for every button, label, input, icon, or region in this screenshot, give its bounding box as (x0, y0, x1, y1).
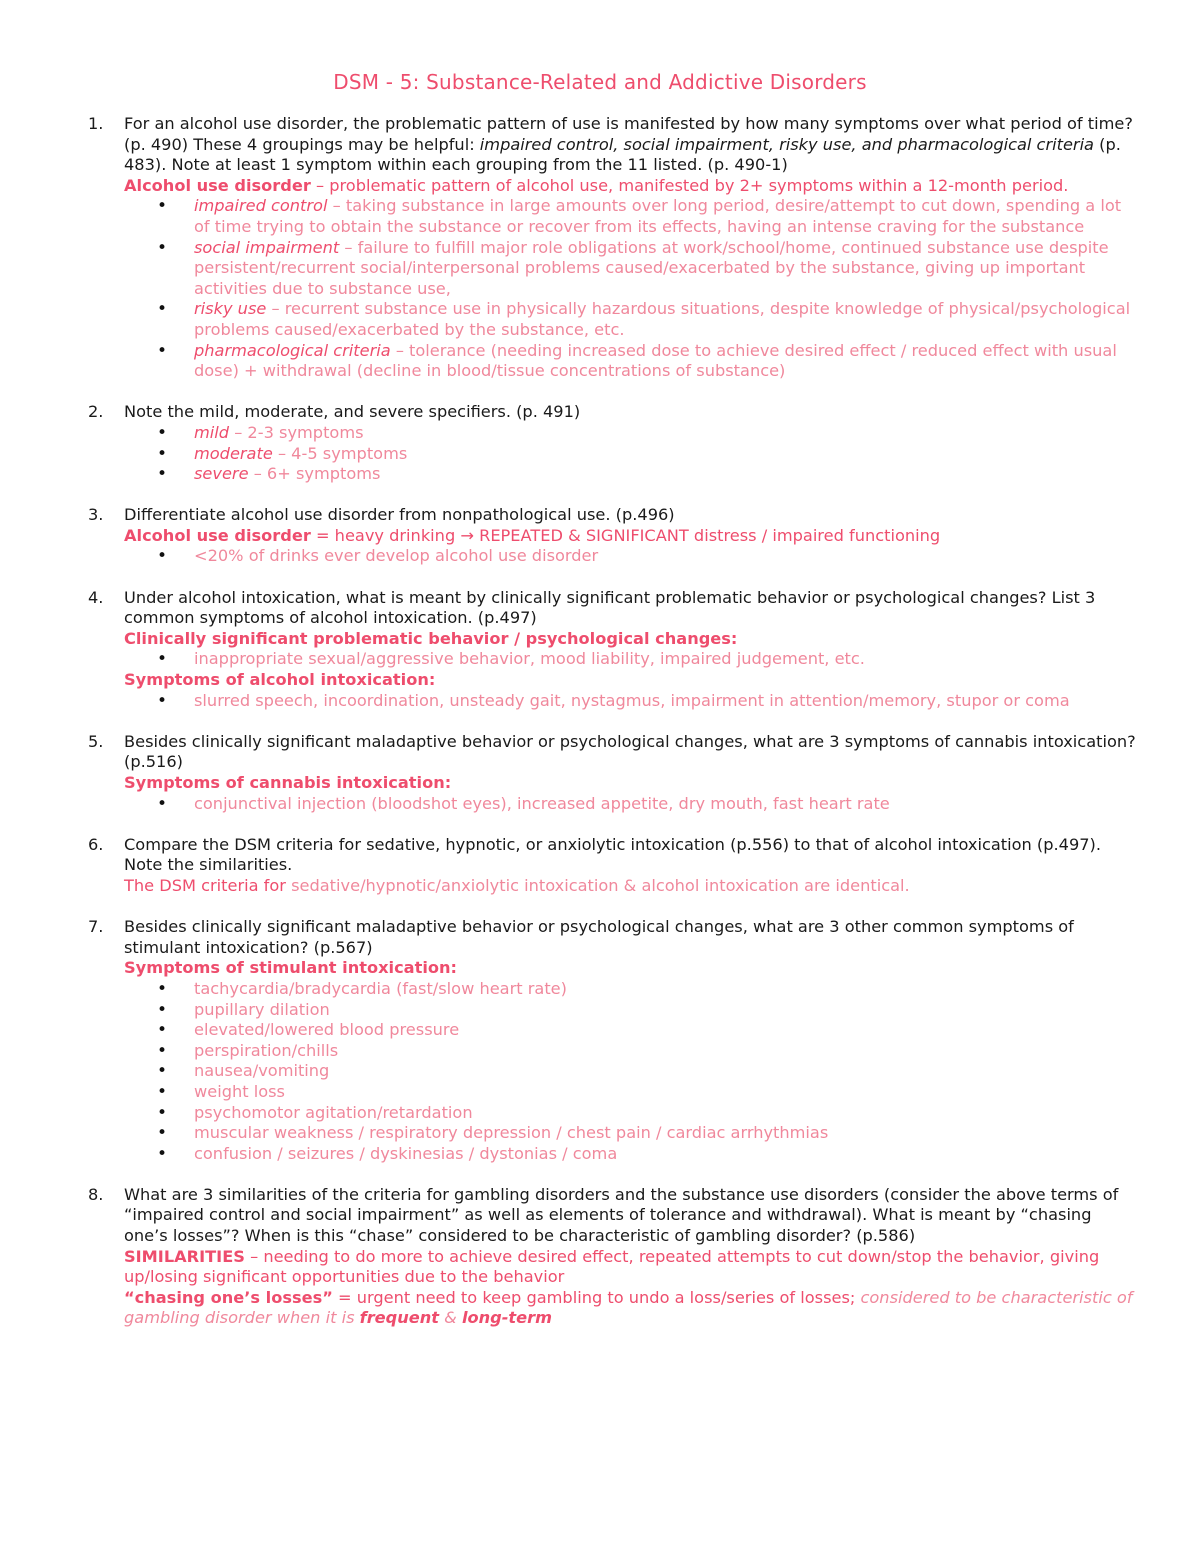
answer-text: The DSM criteria for sedative/hypnotic/anxiolytic intoxication & alcohol intoxication are identical. (124, 875, 910, 895)
list-item: • mild – 2-3 symptoms (124, 423, 1138, 444)
list-item: • conjunctival injection (bloodshot eyes), increased appetite, dry mouth, fast heart rate (124, 794, 1138, 815)
question-number: 4. (88, 587, 104, 607)
answer-bullets (124, 546, 1138, 567)
question-number: 7. (88, 917, 104, 937)
question-text: Besides clinically significant maladaptive behavior or psychological changes, what are 3 other common symptoms of stimulant intoxication? (p.567) (124, 917, 1074, 957)
answer-bullets (124, 196, 1138, 381)
question-number: 8. (88, 1184, 104, 1204)
list-item: • nausea/vomiting (124, 1061, 1138, 1082)
list-item: • <20% of drinks ever develop alcohol use disorder (124, 546, 1138, 567)
list-item: • pupillary dilation (124, 1000, 1138, 1021)
list-item: • social impairment – failure to fulfill major role obligations at work/school/home, continued substance use despite persistent/recurrent social/interpersonal problems caused/exacerbated by the substance, giving up important activities due to substance use, (124, 238, 1138, 300)
list-item: • tachycardia/bradycardia (fast/slow heart rate) (124, 979, 1138, 1000)
question-text: Note the mild, moderate, and severe specifiers. (p. 491) (124, 402, 581, 422)
list-item: • risky use – recurrent substance use in physically hazardous situations, despite knowledge of physical/psychological problems caused/exacerbated by the substance, etc. (124, 299, 1138, 340)
list-item: • confusion / seizures / dyskinesias / dystonias / coma (124, 1144, 1138, 1165)
list-item: • psychomotor agitation/retardation (124, 1103, 1138, 1124)
list-item: • slurred speech, incoordination, unsteady gait, nystagmus, impairment in attention/memory, stupor or coma (124, 691, 1138, 712)
answer-text: Alcohol use disorder – problematic pattern of alcohol use, manifested by 2+ symptoms within a 12-month period. (124, 175, 1069, 195)
question-8 (88, 1185, 1138, 1329)
list-item: • moderate – 4-5 symptoms (124, 444, 1138, 465)
question-text: Besides clinically significant maladaptive behavior or psychological changes, what are 3 symptoms of cannabis intoxication? (p.516) (124, 731, 1136, 772)
question-text: Compare the DSM criteria for sedative, hypnotic, or anxiolytic intoxication (p.556) to that of alcohol intoxication (p.497). Note the similarities. (124, 834, 1102, 875)
list-item: • inappropriate sexual/aggressive behavior, mood liability, impaired judgement, etc. (124, 649, 1138, 670)
answer-bullets (124, 649, 1138, 670)
question-text: For an alcohol use disorder, the problematic pattern of use is manifested by how many symptoms over what period of time? (p. 490) These 4 groupings may be helpful: impaired control, social impairment, risky use, and pharmacological criteria (p. 483). Note at least 1 symptom within each grouping from the 11 listed. (p. 490-1) (124, 114, 1133, 175)
question-number: 1. (88, 114, 104, 133)
answer-heading: Clinically significant problematic behavior / psychological changes: (124, 628, 738, 648)
question-list (88, 114, 1138, 1350)
list-item: • perspiration/chills (124, 1041, 1138, 1062)
question-6 (88, 835, 1138, 897)
answer-heading: Symptoms of stimulant intoxication: (124, 958, 457, 978)
question-2 (88, 402, 1138, 484)
answer-heading: Symptoms of alcohol intoxication: (124, 670, 436, 690)
question-1 (88, 114, 1138, 382)
list-item: • severe – 6+ symptoms (124, 464, 1138, 485)
answer-text: “chasing one’s losses” = urgent need to keep gambling to undo a loss/series of losses; considered to be characteristic of gambling disorder when it is frequent & long-term (124, 1287, 1133, 1328)
answer-heading: Symptoms of cannabis intoxication: (124, 773, 452, 792)
list-item: • muscular weakness / respiratory depression / chest pain / cardiac arrhythmias (124, 1123, 1138, 1144)
question-5 (88, 732, 1138, 814)
answer-bullets (124, 423, 1138, 485)
question-number: 2. (88, 402, 104, 422)
list-item: • pharmacological criteria – tolerance (needing increased dose to achieve desired effect / reduced effect with usual dose) + withdrawal (decline in blood/tissue concentrations of substance) (124, 341, 1138, 382)
question-number: 3. (88, 505, 104, 525)
list-item: • elevated/lowered blood pressure (124, 1020, 1138, 1041)
question-4 (88, 588, 1138, 712)
list-item: • weight loss (124, 1082, 1138, 1103)
answer-bullets (124, 794, 1138, 815)
answer-bullets (124, 979, 1138, 1164)
question-text: What are 3 similarities of the criteria for gambling disorders and the substance use disorders (consider the above terms of “impaired control and social impairment” as well as elements of tolerance and withdrawal). What is meant by “chasing one’s losses”? When is this “chase” considered to be characteristic of gambling disorder? (p.586) (124, 1184, 1119, 1246)
question-7 (88, 917, 1138, 1164)
answer-bullets (124, 691, 1138, 712)
answer-text: SIMILARITIES – needing to do more to achieve desired effect, repeated attempts to cut down/stop the behavior, giving up/losing significant opportunities due to the behavior (124, 1246, 1100, 1287)
question-number: 6. (88, 834, 104, 854)
page-title: DSM - 5: Substance-Related and Addictive Disorders (333, 70, 867, 94)
question-number: 5. (88, 731, 104, 751)
question-text: Under alcohol intoxication, what is meant by clinically significant problematic behavior or psychological changes? List 3 common symptoms of alcohol intoxication. (p.497) (124, 587, 1096, 628)
answer-text: Alcohol use disorder = heavy drinking → REPEATED & SIGNIFICANT distress / impaired functioning (124, 525, 941, 545)
list-item: • impaired control – taking substance in large amounts over long period, desire/attempt to cut down, spending a lot of time trying to obtain the substance or recover from its effects, having an intense craving for the substance (124, 196, 1138, 237)
question-text: Differentiate alcohol use disorder from nonpathological use. (p.496) (124, 505, 675, 525)
question-3 (88, 505, 1138, 567)
